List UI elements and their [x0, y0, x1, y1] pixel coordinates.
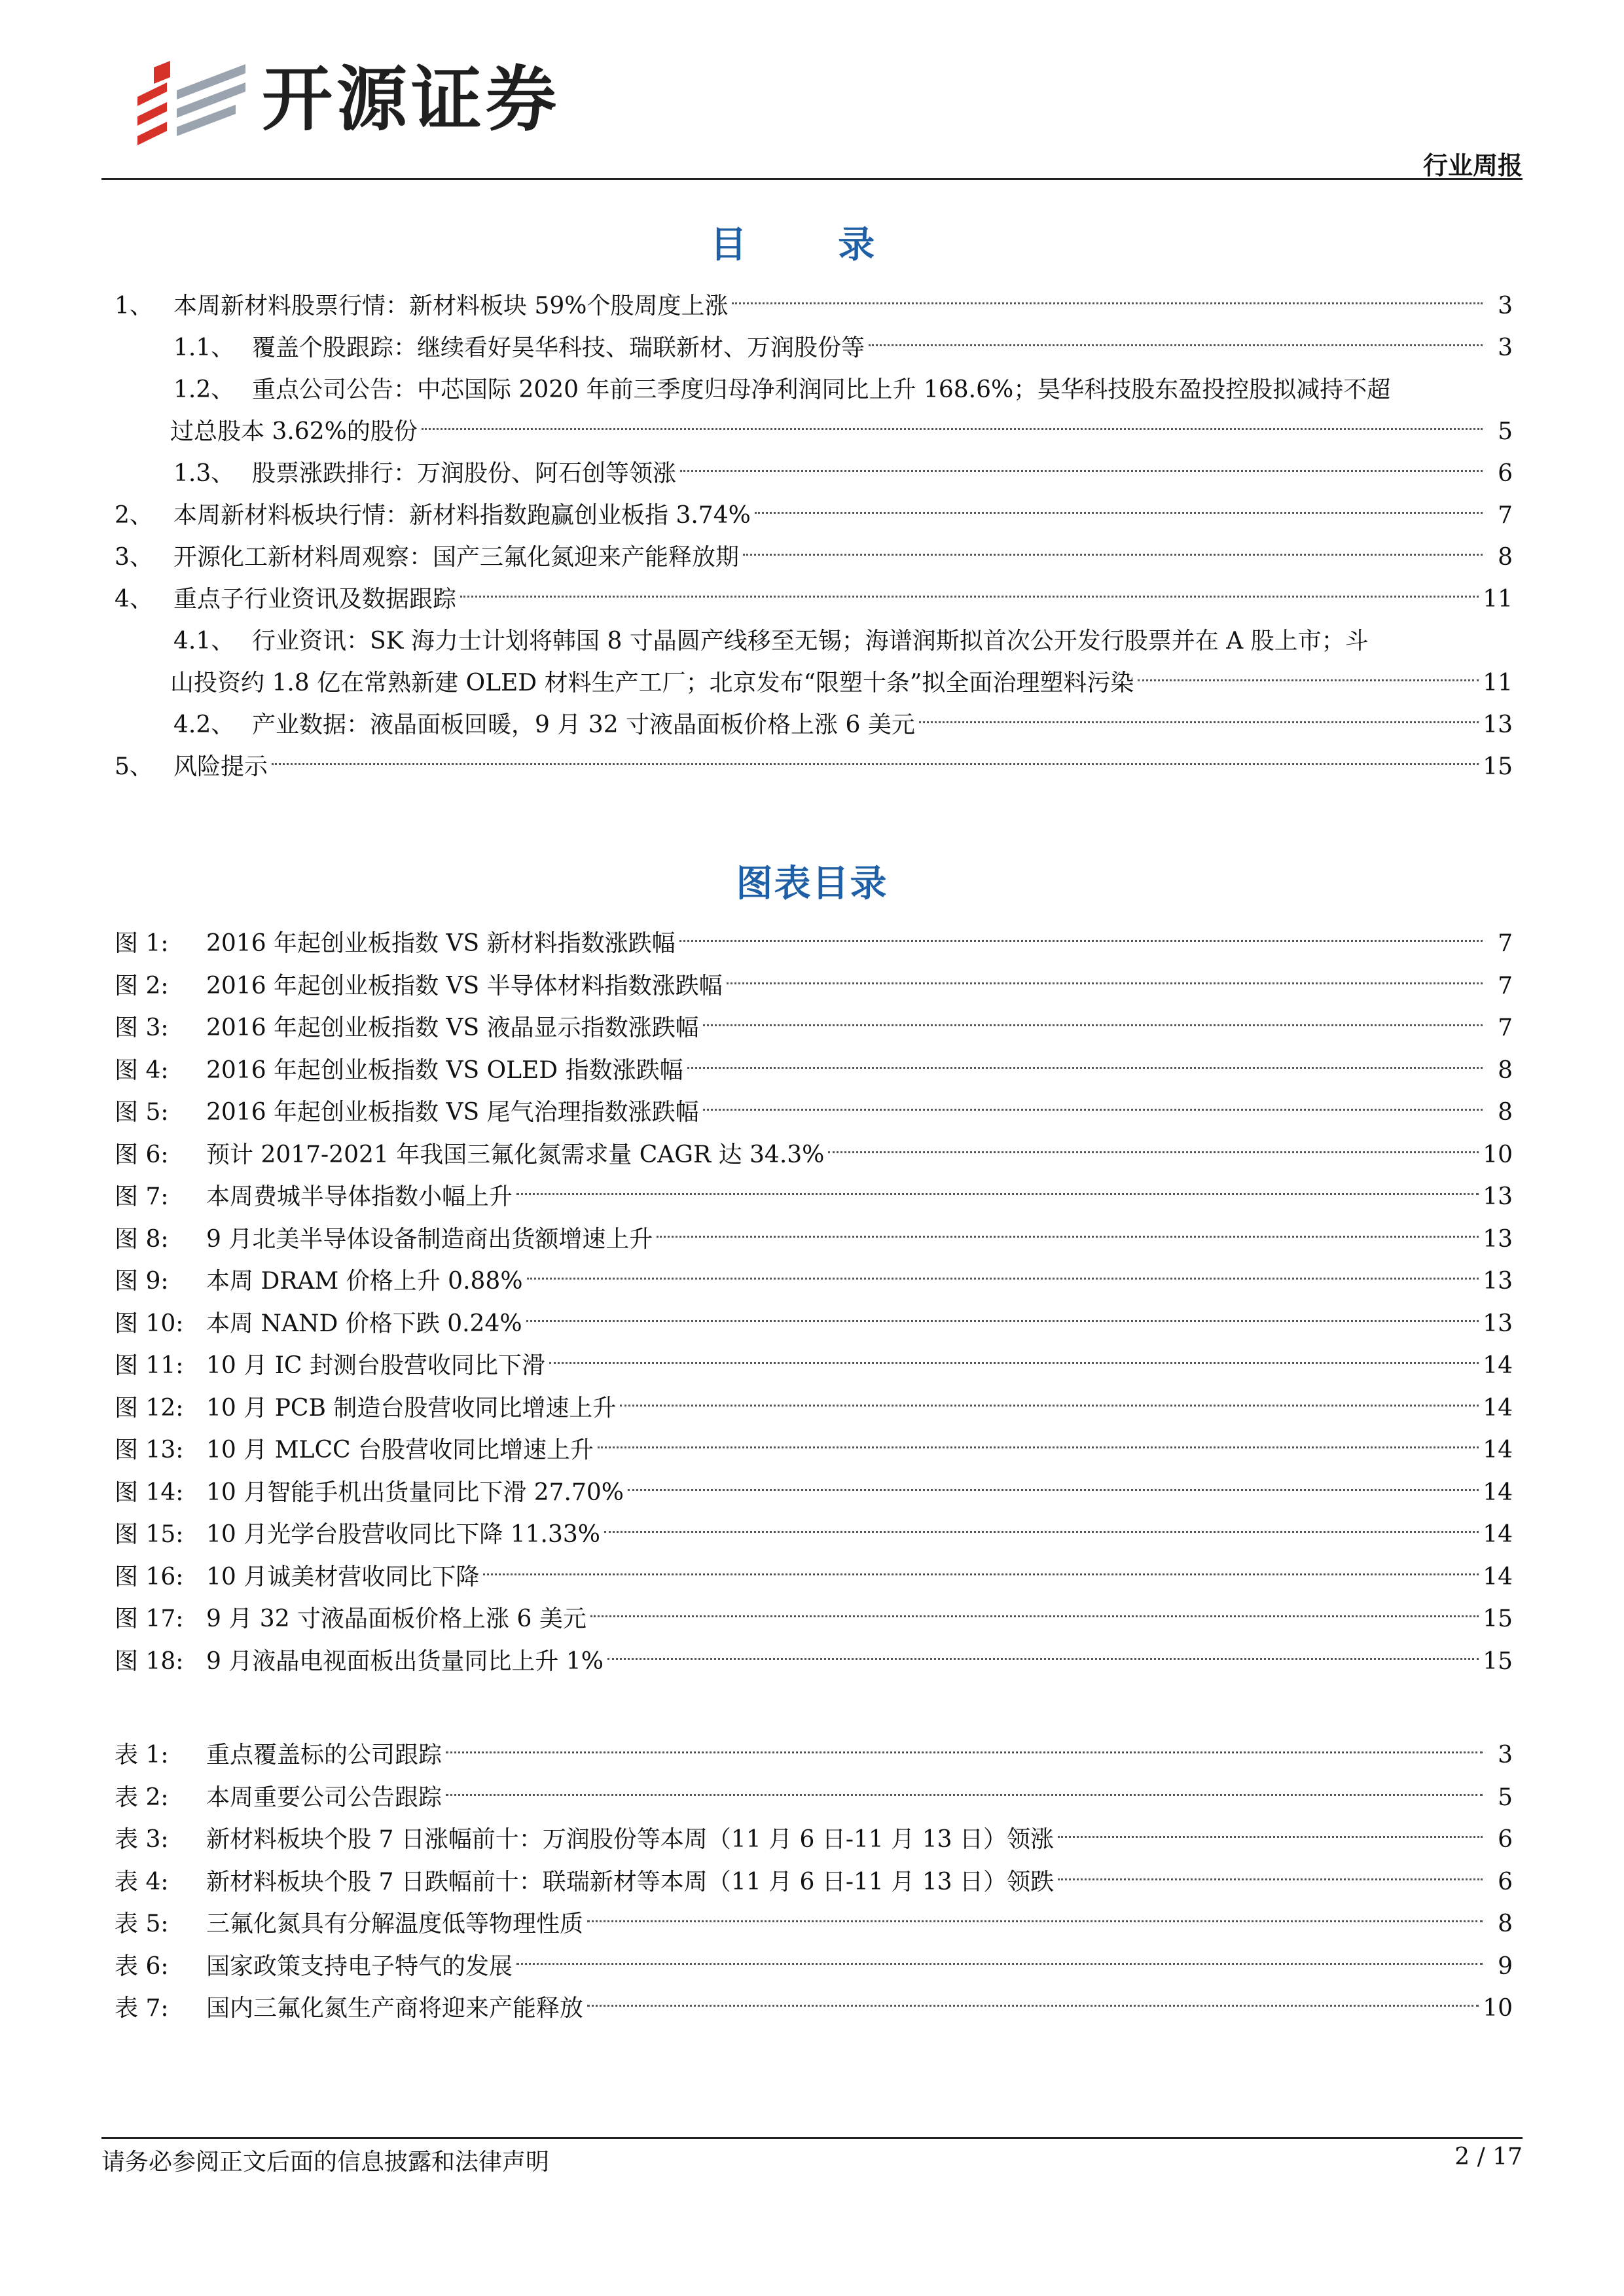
- table-entry-leader: [206, 1777, 1513, 1819]
- toc-entry-number: 1、: [115, 293, 153, 319]
- toc-entry[interactable]: [115, 704, 1513, 746]
- toc-entry-number: 1.1、: [173, 334, 235, 361]
- toc-entry[interactable]: [115, 327, 1513, 369]
- figure-entry-number: 图 15:: [115, 1521, 184, 1548]
- figure-entry-leader: [206, 1556, 1513, 1598]
- dot-leader: [598, 1446, 1479, 1448]
- toc-entry-page: 11: [1483, 586, 1513, 613]
- dot-leader: [687, 1067, 1483, 1069]
- toc-entry-leader: [173, 579, 1513, 620]
- toc-entry-leader: [173, 495, 1513, 537]
- figure-entry[interactable]: [115, 1092, 1513, 1134]
- figure-entry-number: 图 3:: [115, 1014, 169, 1041]
- toc-entry[interactable]: [115, 662, 1513, 704]
- toc-entry-number: 3、: [115, 544, 153, 571]
- figure-entry-number: 图 5:: [115, 1099, 169, 1126]
- dot-leader: [446, 1794, 1483, 1796]
- figure-entry-page: 14: [1483, 1437, 1513, 1463]
- table-entry-number: 表 6:: [115, 1952, 169, 1980]
- table-entry[interactable]: [115, 1734, 1513, 1776]
- toc-entry[interactable]: [115, 746, 1513, 788]
- figure-entry-page: 13: [1483, 1183, 1513, 1210]
- brand-name: 开源证券: [262, 59, 561, 141]
- figure-entry-leader: [206, 1598, 1513, 1640]
- dot-leader: [755, 512, 1483, 514]
- toc-entry-title: 本周新材料股票行情：新材料板块 59%个股周度上涨: [173, 293, 729, 319]
- toc-title: 目 录: [710, 224, 914, 266]
- table-entry-page: 3: [1498, 1742, 1513, 1768]
- dot-leader: [587, 2005, 1479, 2007]
- figure-entry[interactable]: [115, 1134, 1513, 1176]
- figure-entry-page: 7: [1498, 1014, 1513, 1041]
- dot-leader: [869, 344, 1483, 346]
- toc-entry-line: [115, 620, 1513, 662]
- toc-entry-number: 5、: [115, 753, 153, 780]
- toc-entry-title-line1: 重点公司公告：中芯国际 2020 年前三季度归母净利润同比上升 168.6%；昊华科技股东盈投控股拟减持不超: [252, 376, 1391, 403]
- figure-entry-number: 图 7:: [115, 1183, 169, 1210]
- toc-entry-title: 产业数据：液晶面板回暖，9 月 32 寸液晶面板价格上涨 6 美元: [252, 711, 915, 738]
- figure-entry[interactable]: [115, 1598, 1513, 1640]
- toc-entry-title: 本周新材料板块行情：新材料指数跑赢创业板指 3.74%: [173, 502, 751, 529]
- figure-entry-number: 图 16:: [115, 1563, 184, 1590]
- figure-entry[interactable]: [115, 1219, 1513, 1261]
- toc-entry-leader: [173, 285, 1513, 327]
- figure-entry-number: 图 18:: [115, 1647, 184, 1675]
- figure-entry[interactable]: [115, 1261, 1513, 1302]
- table-entry-page: 10: [1483, 1995, 1513, 2022]
- table-entry-title: 三氟化氮具有分解温度低等物理性质: [206, 1910, 584, 1937]
- figure-entry-leader: [206, 1388, 1513, 1429]
- figure-entry-number: 图 12:: [115, 1394, 184, 1422]
- table-entry-leader: [206, 1946, 1513, 1988]
- table-entry[interactable]: [115, 1819, 1513, 1861]
- figure-entry[interactable]: [115, 965, 1513, 1007]
- footer-disclaimer: 请务必参阅正文后面的信息披露和法律声明: [101, 2149, 550, 2176]
- figure-entry-number: 图 9:: [115, 1268, 169, 1295]
- dot-leader: [1138, 679, 1479, 681]
- figure-entry-number: 图 11:: [115, 1352, 184, 1379]
- table-entry-leader: [206, 1734, 1513, 1776]
- figure-entry-page: 14: [1483, 1521, 1513, 1548]
- figure-entry-leader: [206, 1134, 1513, 1176]
- toc-entry-page: 15: [1483, 753, 1513, 780]
- figure-entry-title: 预计 2017-2021 年我国三氟化氮需求量 CAGR 达 34.3%: [206, 1141, 825, 1168]
- figure-entry-number: 图 13:: [115, 1437, 184, 1463]
- figure-entry-title: 10 月 PCB 制造台股营收同比增速上升: [206, 1394, 617, 1422]
- toc-entry-page: 13: [1483, 711, 1513, 738]
- table-entry[interactable]: [115, 1946, 1513, 1988]
- figure-entry-page: 14: [1483, 1479, 1513, 1506]
- figure-entry-leader: [206, 1303, 1513, 1345]
- dot-leader: [526, 1320, 1479, 1322]
- figure-entry[interactable]: [115, 1556, 1513, 1598]
- dot-leader: [828, 1151, 1479, 1153]
- toc-entry-page: 7: [1498, 502, 1513, 529]
- figure-entry-number: 图 8:: [115, 1225, 169, 1253]
- toc-entry-page: 5: [1498, 418, 1513, 445]
- dot-leader: [446, 1751, 1483, 1753]
- table-entry-leader: [206, 1988, 1513, 2030]
- footer-divider: [101, 2137, 1523, 2139]
- toc-entry-number: 4.2、: [173, 711, 235, 738]
- toc-entry-number: 4、: [115, 586, 153, 613]
- table-entry-title: 国内三氟化氮生产商将迎来产能释放: [206, 1995, 584, 2022]
- figure-entry-title: 9 月北美半导体设备制造商出货额增速上升: [206, 1225, 653, 1253]
- table-entry-leader: [206, 1861, 1513, 1903]
- dot-leader: [527, 1278, 1479, 1280]
- dot-leader: [1058, 1836, 1483, 1838]
- figure-entry[interactable]: [115, 1429, 1513, 1471]
- table-entry-number: 表 2:: [115, 1784, 169, 1811]
- toc-entry-line: [115, 369, 1513, 411]
- table-entry-title: 国家政策支持电子特气的发展: [206, 1952, 513, 1980]
- figure-entry-number: 图 6:: [115, 1141, 169, 1168]
- table-entry-number: 表 4:: [115, 1868, 169, 1895]
- figure-entry-number: 图 10:: [115, 1310, 184, 1337]
- toc-entry-number: 1.3、: [173, 460, 235, 487]
- figure-entry-title: 9 月 32 寸液晶面板价格上涨 6 美元: [206, 1605, 586, 1632]
- toc-entry-leader: [173, 746, 1513, 788]
- figure-entry[interactable]: [115, 1388, 1513, 1429]
- figure-entry-title: 10 月智能手机出货量同比下滑 27.70%: [206, 1479, 624, 1506]
- figure-entry-page: 13: [1483, 1310, 1513, 1337]
- figure-entry-leader: [206, 1219, 1513, 1261]
- toc-entry-number: 4.1、: [173, 628, 235, 655]
- dot-leader: [460, 596, 1479, 598]
- dot-leader: [272, 763, 1479, 765]
- dot-leader: [703, 1024, 1483, 1026]
- dot-leader: [919, 721, 1479, 723]
- table-entry-number: 表 5:: [115, 1910, 169, 1937]
- dot-leader: [680, 470, 1483, 472]
- table-entry[interactable]: [115, 1777, 1513, 1819]
- figure-entry-leader: [206, 1429, 1513, 1471]
- figure-entry-page: 8: [1498, 1056, 1513, 1084]
- toc-entry-leader: [173, 537, 1513, 579]
- figure-entry-title: 10 月光学台股营收同比下降 11.33%: [206, 1521, 600, 1548]
- toc-entry-leader: [170, 411, 1513, 453]
- figure-entry-title: 2016 年起创业板指数 VS 半导体材料指数涨跌幅: [206, 972, 723, 999]
- dot-leader: [587, 1920, 1483, 1922]
- dot-leader: [628, 1489, 1479, 1491]
- table-entry[interactable]: [115, 1861, 1513, 1903]
- figure-entry-page: 15: [1483, 1605, 1513, 1632]
- toc-entry-page: 3: [1498, 334, 1513, 361]
- figure-entry-page: 8: [1498, 1099, 1513, 1126]
- table-entry-number: 表 3:: [115, 1826, 169, 1853]
- brand-mark-icon: [131, 51, 255, 149]
- figure-entry-page: 13: [1483, 1225, 1513, 1253]
- figure-entry-number: 图 2:: [115, 972, 169, 999]
- figure-entry-title: 10 月 MLCC 台股营收同比增速上升: [206, 1437, 594, 1463]
- dot-leader: [483, 1573, 1479, 1575]
- figure-entry[interactable]: [115, 1514, 1513, 1556]
- figure-entry-title: 10 月诚美材营收同比下降: [206, 1563, 480, 1590]
- figure-entry[interactable]: [115, 1345, 1513, 1387]
- figure-entry[interactable]: [115, 1303, 1513, 1345]
- figure-entry-leader: [206, 1050, 1513, 1092]
- dot-leader: [1058, 1878, 1483, 1880]
- toc-entry[interactable]: [115, 411, 1513, 453]
- table-entry-number: 表 1:: [115, 1742, 169, 1768]
- toc-entry-title-line1: 行业资讯：SK 海力士计划将韩国 8 寸晶圆产线移至无锡；海谱润斯拟首次公开发行股票并在 A 股上市；斗: [252, 628, 1369, 655]
- toc-entry[interactable]: [115, 537, 1513, 579]
- dot-leader: [516, 1963, 1483, 1965]
- figure-entry[interactable]: [115, 1176, 1513, 1218]
- dot-leader: [604, 1531, 1479, 1533]
- table-entry[interactable]: [115, 1903, 1513, 1945]
- page-number: 2 / 17: [1454, 2144, 1523, 2170]
- figure-entry-title: 10 月 IC 封测台股营收同比下滑: [206, 1352, 545, 1379]
- table-entry-page: 9: [1498, 1952, 1513, 1980]
- dot-leader: [620, 1405, 1479, 1407]
- figure-entry-leader: [206, 1176, 1513, 1218]
- figure-entry-leader: [206, 1514, 1513, 1556]
- toc-entry-page: 3: [1498, 293, 1513, 319]
- figure-entry-leader: [206, 1261, 1513, 1302]
- dot-leader: [743, 554, 1483, 556]
- figure-entry-leader: [206, 1345, 1513, 1387]
- figure-entry-title: 9 月液晶电视面板出货量同比上升 1%: [206, 1647, 604, 1675]
- table-entry-leader: [206, 1903, 1513, 1945]
- toc-entry-leader: [252, 453, 1513, 495]
- figure-entry[interactable]: [115, 1007, 1513, 1049]
- dot-leader: [679, 940, 1483, 942]
- table-entry-title: 新材料板块个股 7 日涨幅前十：万润股份等本周（11 月 6 日-11 月 13 日）领涨: [206, 1826, 1054, 1853]
- table-entry-page: 8: [1498, 1910, 1513, 1937]
- dot-leader: [703, 1109, 1483, 1111]
- toc-entry-title: 开源化工新材料周观察：国产三氟化氮迎来产能释放期: [173, 544, 740, 571]
- toc-entry[interactable]: [115, 453, 1513, 495]
- toc-entry-number: 2、: [115, 502, 153, 529]
- figure-entry-title: 本周 DRAM 价格上升 0.88%: [206, 1268, 523, 1295]
- figure-entry[interactable]: [115, 923, 1513, 965]
- dot-leader: [607, 1658, 1479, 1660]
- dot-leader: [590, 1615, 1479, 1617]
- toc-entry-leader: [252, 327, 1513, 369]
- header-divider: [101, 178, 1523, 180]
- figure-entry-page: 10: [1483, 1141, 1513, 1168]
- figure-entry[interactable]: [115, 1641, 1513, 1683]
- figure-entry-page: 7: [1498, 930, 1513, 957]
- figure-entry-title: 2016 年起创业板指数 VS OLED 指数涨跌幅: [206, 1056, 683, 1084]
- toc-entry-title: 过总股本 3.62%的股份: [170, 418, 418, 445]
- dot-leader: [732, 302, 1483, 304]
- figure-entry-leader: [206, 1641, 1513, 1683]
- figure-entry-title: 本周费城半导体指数小幅上升: [206, 1183, 513, 1210]
- figure-entry-number: 图 17:: [115, 1605, 184, 1632]
- toc-entry-title: 重点子行业资讯及数据跟踪: [173, 586, 457, 613]
- dot-leader: [657, 1236, 1479, 1238]
- figure-entry-title: 2016 年起创业板指数 VS 尾气治理指数涨跌幅: [206, 1099, 699, 1126]
- toc-entry-title: 覆盖个股跟踪：继续看好昊华科技、瑞联新材、万润股份等: [252, 334, 865, 361]
- figure-entry-title: 本周 NAND 价格下跌 0.24%: [206, 1310, 522, 1337]
- figure-entry-number: 图 1:: [115, 930, 169, 957]
- toc-entry-title: 风险提示: [173, 753, 268, 780]
- toc-entry-title: 山投资约 1.8 亿在常熟新建 OLED 材料生产工厂；北京发布“限塑十条”拟全面治理塑料污染: [170, 670, 1134, 696]
- toc-entry-page: 11: [1483, 670, 1513, 696]
- figure-entry-page: 13: [1483, 1268, 1513, 1295]
- figure-entry-title: 2016 年起创业板指数 VS 新材料指数涨跌幅: [206, 930, 676, 957]
- figure-entry-page: 14: [1483, 1352, 1513, 1379]
- figure-entry-number: 图 4:: [115, 1056, 169, 1084]
- figure-entry[interactable]: [115, 1050, 1513, 1092]
- table-entry-title: 新材料板块个股 7 日跌幅前十：联瑞新材等本周（11 月 6 日-11 月 13 日）领跌: [206, 1868, 1054, 1895]
- figure-entry-title: 2016 年起创业板指数 VS 液晶显示指数涨跌幅: [206, 1014, 699, 1041]
- toc-entry-page: 6: [1498, 460, 1513, 487]
- dot-leader: [549, 1362, 1479, 1364]
- figure-entry-page: 15: [1483, 1647, 1513, 1675]
- table-entry-page: 6: [1498, 1826, 1513, 1853]
- table-entry-title: 本周重要公司公告跟踪: [206, 1784, 442, 1811]
- table-entry-leader: [206, 1819, 1513, 1861]
- document-type-label: 行业周报: [1422, 151, 1523, 180]
- table-entry-title: 重点覆盖标的公司跟踪: [206, 1742, 442, 1768]
- figures-list-title: 图表目录: [736, 863, 888, 905]
- table-entry[interactable]: [115, 1988, 1513, 2030]
- figure-entry-page: 14: [1483, 1394, 1513, 1422]
- figure-entry-number: 图 14:: [115, 1479, 184, 1506]
- toc-entry-leader: [252, 704, 1513, 746]
- dot-leader: [516, 1193, 1479, 1195]
- figure-entry[interactable]: [115, 1472, 1513, 1514]
- figure-entry-leader: [206, 923, 1513, 965]
- toc-entry-number: 1.2、: [173, 376, 235, 403]
- company-logo: [131, 51, 602, 149]
- table-entry-number: 表 7:: [115, 1995, 169, 2022]
- toc-entry-page: 8: [1498, 544, 1513, 571]
- toc-entry[interactable]: [115, 285, 1513, 327]
- table-entry-page: 5: [1498, 1784, 1513, 1811]
- toc-entry[interactable]: [115, 579, 1513, 620]
- table-entry-page: 6: [1498, 1868, 1513, 1895]
- figure-entry-page: 14: [1483, 1563, 1513, 1590]
- toc-entry[interactable]: [115, 495, 1513, 537]
- toc-entry-title: 股票涨跌排行：万润股份、阿石创等领涨: [252, 460, 677, 487]
- figure-entry-leader: [206, 1092, 1513, 1134]
- figure-entry-leader: [206, 1472, 1513, 1514]
- figure-entry-leader: [206, 965, 1513, 1007]
- toc-entry-leader: [170, 662, 1513, 704]
- figure-entry-page: 7: [1498, 972, 1513, 999]
- dot-leader: [727, 982, 1483, 984]
- dot-leader: [422, 428, 1483, 430]
- figure-entry-leader: [206, 1007, 1513, 1049]
